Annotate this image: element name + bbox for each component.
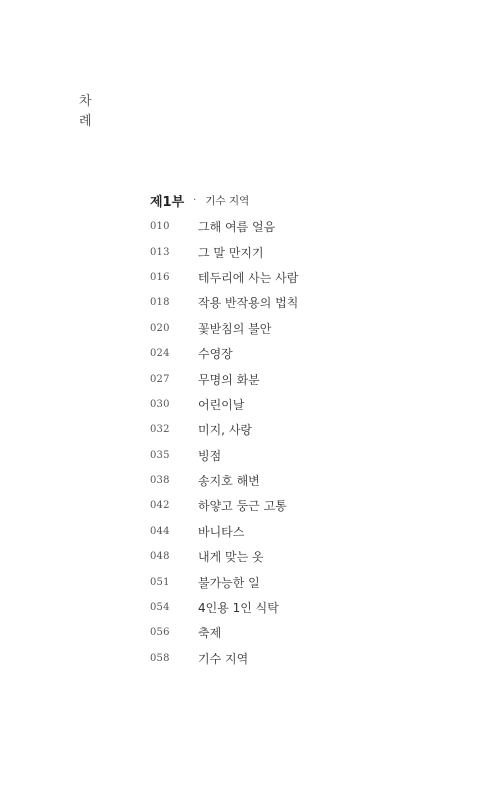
toc-item	[150, 620, 450, 645]
toc-page-number: 038	[150, 475, 170, 487]
toc-page-number: 018	[150, 297, 170, 309]
toc-title: 바니타스	[198, 524, 245, 539]
toc-item	[150, 468, 450, 493]
toc-page-number: 048	[150, 551, 170, 563]
toc-item	[150, 392, 450, 417]
toc-page-number: 027	[150, 373, 170, 385]
toc-item	[150, 646, 450, 671]
toc-item	[150, 595, 450, 620]
toc-page-number: 054	[150, 602, 170, 614]
toc-title: 어린이날	[198, 397, 245, 412]
part-title: 기수 지역	[205, 194, 250, 207]
toc-item	[150, 443, 450, 468]
toc-title: 하얗고 둥근 고통	[198, 499, 287, 514]
part-separator: ·	[193, 194, 197, 206]
toc-list	[150, 214, 450, 671]
toc-title: 그 말 만지기	[198, 245, 264, 260]
toc-item	[150, 265, 450, 290]
toc-title: 송지호 해변	[198, 474, 260, 489]
toc-page-number: 020	[150, 322, 170, 334]
toc-page-number: 056	[150, 627, 170, 639]
toc-title: 내게 맞는 옷	[198, 550, 264, 565]
page-heading-char-2: 례	[79, 114, 92, 129]
toc-page-number: 058	[150, 652, 170, 664]
toc-title: 꽃받침의 불안	[198, 321, 272, 336]
toc-page-number: 010	[150, 221, 170, 233]
toc-page-number: 035	[150, 449, 170, 461]
toc-item	[150, 519, 450, 544]
toc-page-number: 042	[150, 500, 170, 512]
toc-item	[150, 569, 450, 594]
toc-title: 4인용 1인 식탁	[198, 601, 279, 616]
toc-page-number: 024	[150, 348, 170, 360]
page-heading-char-1: 차	[79, 94, 92, 109]
toc-page-number: 030	[150, 398, 170, 410]
toc-title: 빙점	[198, 448, 222, 463]
toc-title: 축제	[198, 626, 222, 641]
part-number: 제1부	[150, 194, 185, 210]
toc-title: 작용 반작용의 법칙	[198, 296, 299, 311]
toc-title: 그해 여름 얼음	[198, 220, 276, 235]
toc-item	[150, 214, 450, 239]
toc-page-number: 016	[150, 271, 170, 283]
toc-page-number: 044	[150, 525, 170, 537]
part-header	[150, 190, 249, 210]
toc-item	[150, 290, 450, 315]
toc-item	[150, 239, 450, 264]
toc-title: 불가능한 일	[198, 575, 260, 590]
toc-title: 무명의 화분	[198, 372, 260, 387]
page-heading	[79, 92, 99, 132]
toc-item	[150, 341, 450, 366]
toc-item	[150, 366, 450, 391]
toc-title: 수영장	[198, 347, 233, 362]
toc-item	[150, 493, 450, 518]
toc-item	[150, 316, 450, 341]
toc-page-number: 032	[150, 424, 170, 436]
toc-item	[150, 417, 450, 442]
toc-page-number: 013	[150, 246, 170, 258]
toc-title: 기수 지역	[198, 651, 249, 666]
toc-title: 테두리에 사는 사람	[198, 270, 299, 285]
toc-item	[150, 544, 450, 569]
toc-title: 미지, 사랑	[198, 423, 252, 438]
toc-page-number: 051	[150, 576, 170, 588]
